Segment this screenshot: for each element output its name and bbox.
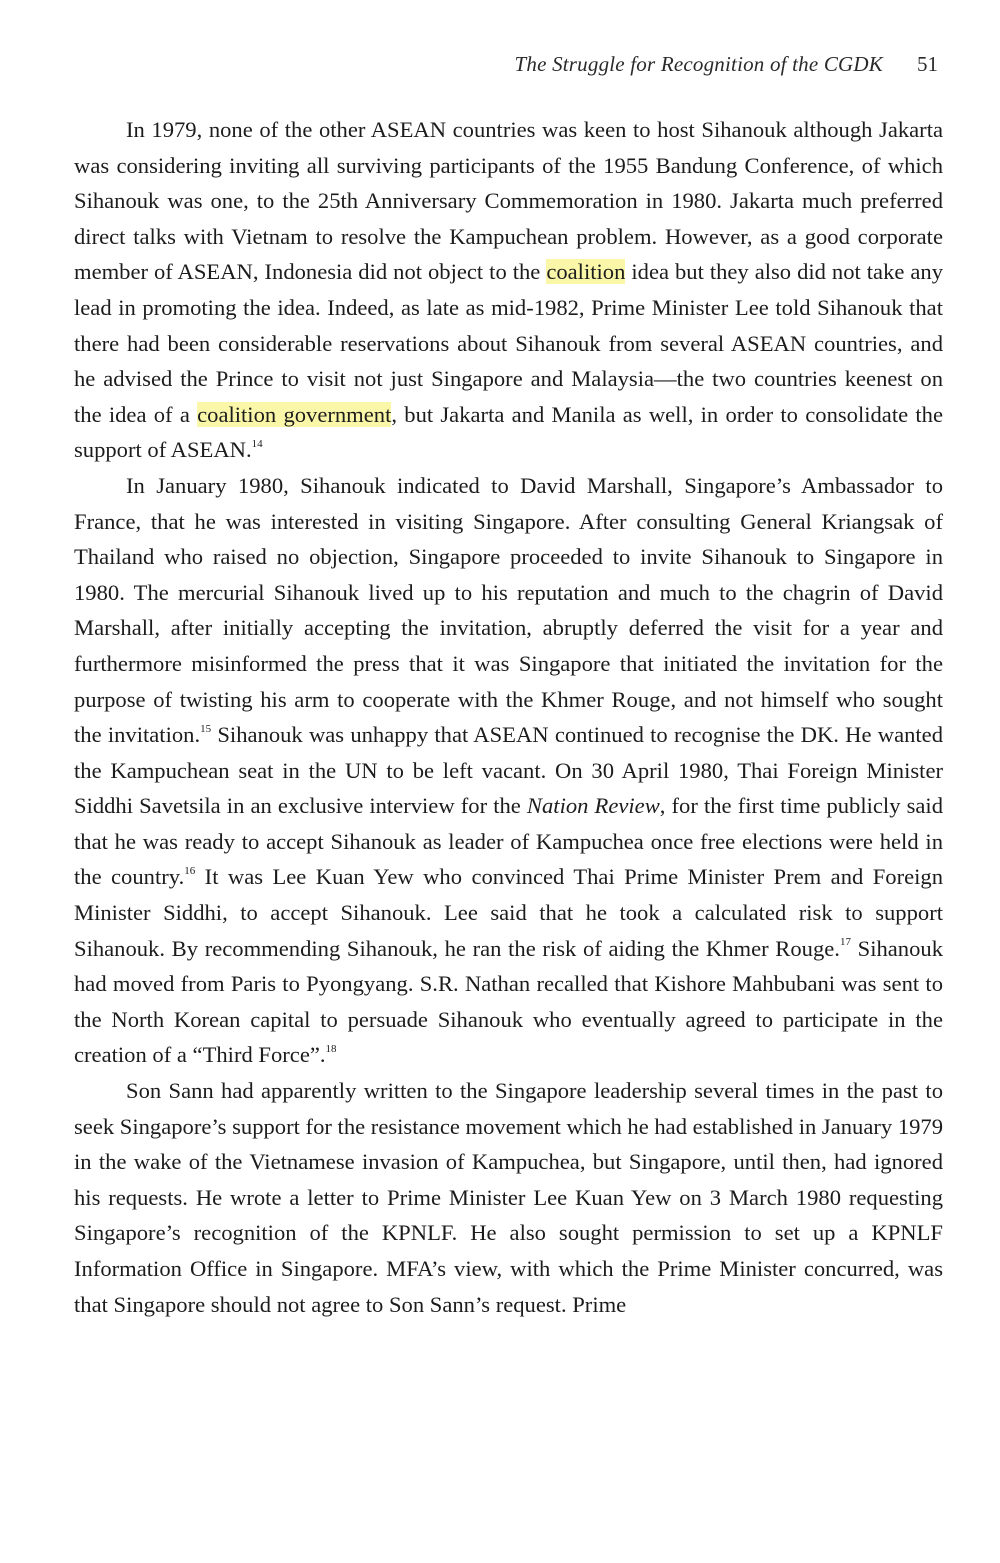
paragraph-2 [74,468,943,1073]
text-run: Sihanouk had moved from Paris to Pyongyang. S.R. Nathan recalled that Kishore Mahbubani was sent to the North Korean capital to persuade Sihanouk who eventually agreed to participate in the creation of a “Third Force”. [74,935,943,1068]
publication-title: Nation Review [526,793,660,819]
highlighted-text: coalition government [197,401,392,427]
text-run: , but Jakarta and Manila as well, in order to consolidate the support of ASEAN. [74,401,943,463]
footnote-marker: 16 [184,864,196,877]
text-run: It was Lee Kuan Yew who convinced Thai Prime Minister Prem and Foreign Minister Siddhi, to accept Sihanouk. Lee said that he took a calculated risk to support Sihanouk. By recommending Sihanouk, he ran the risk of aiding the Khmer Rouge. [74,864,943,961]
text-run: Sihanouk was unhappy that ASEAN continued to recognise the DK. He wanted the Kampuchean seat in the UN to be left vacant. On 30 April 1980, Thai Foreign Minister Siddhi Savetsila in an exclusive interview for the [74,722,943,819]
highlighted-text: coalition [546,259,626,285]
footnote-marker: 18 [325,1042,337,1055]
page-number: 51 [917,52,938,76]
paragraph-3 [74,1073,943,1322]
footnote-marker: 15 [200,722,212,735]
text-run: idea but they also did not take any lead in promoting the idea. Indeed, as late as mid-1982, Prime Minister Lee told Sihanouk that there had been considerable reservations about Sihanouk from several ASEAN countries, and he advised the Prince to visit not just Singapore and Malaysia—the two countries keenest on the idea of a [74,259,943,427]
footnote-marker: 17 [839,936,851,949]
paragraph-1 [74,112,943,468]
body-text [74,112,943,1322]
text-run: Son Sann had apparently written to the Singapore leadership several times in the past to seek Singapore’s support for the resistance movement which he had established in January 1979 in the wake of the Vietnamese invasion of Kampuchea, but Singapore, until then, had ignored his requests. He wrote a letter to Prime Minister Lee Kuan Yew on 3 March 1980 requesting Singapore’s recognition of the KPNLF. He also sought permission to set up a KPNLF Information Office in Singapore. MFA’s view, with which the Prime Minister concurred, was that Singapore should not agree to Son Sann’s request. Prime [74,1078,944,1317]
text-run: In January 1980, Sihanouk indicated to David Marshall, Singapore’s Ambassador to France, that he was interested in visiting Singapore. After consulting General Kriangsak of Thailand who raised no objection, Singapore proceeded to invite Sihanouk to Singapore in 1980. The mercurial Sihanouk lived up to his reputation and much to the chagrin of David Marshall, after initially accepting the invitation, abruptly deferred the visit for a year and furthermore misinformed the press that it was Singapore that initiated the invitation for the purpose of twisting his arm to cooperate with the Khmer Rouge, and not himself who sought the invitation. [74,472,943,748]
text-run: In 1979, none of the other ASEAN countries was keen to host Sihanouk although Jakarta was considering inviting all surviving participants of the 1955 Bandung Conference, of which Sihanouk was one, to the 25th Anniversary Commemoration in 1980. Jakarta much preferred direct talks with Vietnam to resolve the Kampuchean problem. However, as a good corporate member of ASEAN, Indonesia did not object to the [74,117,943,285]
running-header [515,52,938,77]
text-run: , for the first time publicly said that he was ready to accept Sihanouk as leader of Kampuchea once free elections were held in the country. [74,793,943,890]
running-header-title: The Struggle for Recognition of the CGDK [514,52,883,76]
footnote-marker: 14 [251,437,263,450]
